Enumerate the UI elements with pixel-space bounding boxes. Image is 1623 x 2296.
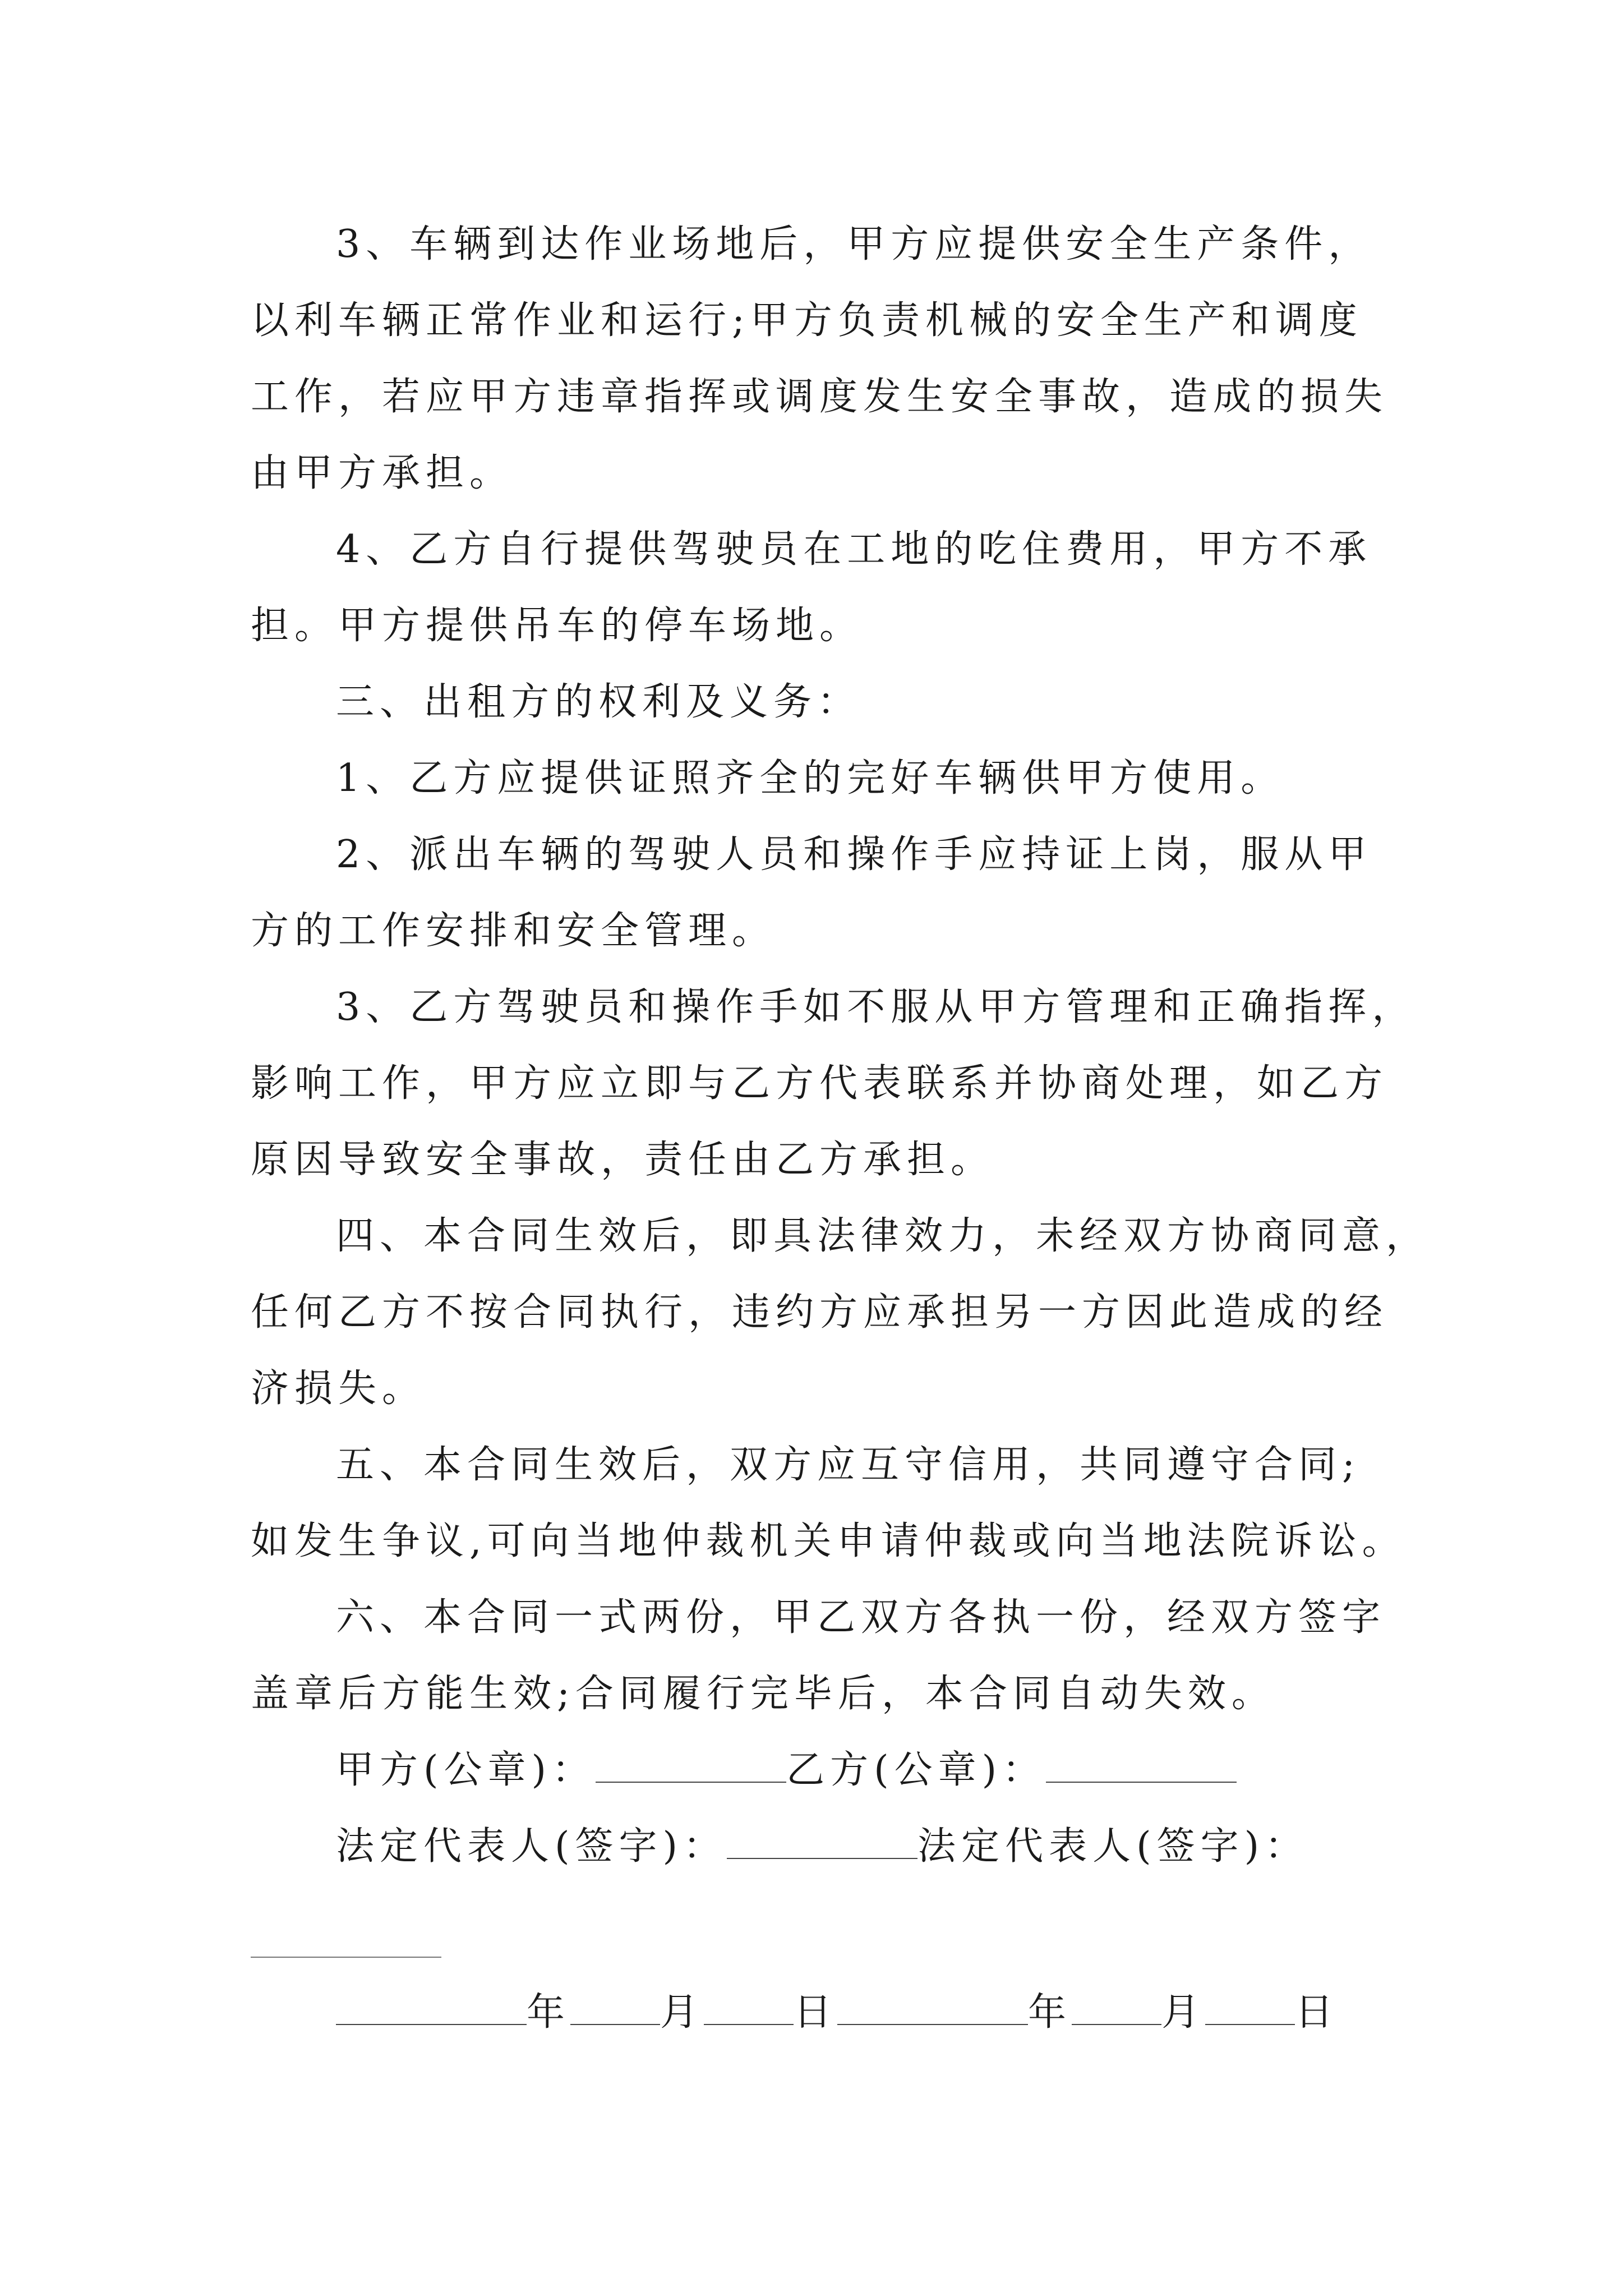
month-b-label: 月 [1161,1990,1206,2035]
text-line: 由甲方承担。 [251,451,514,495]
month-a-label: 月 [660,1990,704,2035]
text-line: 如发生争议,可向当地仲裁机关申请仲裁或向当地法院诉讼。 [251,1519,1406,1563]
paragraph-4 [251,740,1384,817]
paragraph-6 [251,969,1416,1198]
text-line: 盖章后方能生效;合同履行完毕后，本合同自动失效。 [251,1672,1275,1716]
day-a-label: 日 [794,1990,838,2035]
party-b-seal-blank [1046,1759,1237,1783]
text-line: 三、出租方的权利及义务： [336,680,861,724]
text-line: 工作，若应甲方违章指挥或调度发生安全事故，造成的损失 [251,375,1389,419]
text-line [251,1975,1384,2051]
paragraph-5 [251,817,1384,969]
year-a-blank [336,2001,527,2025]
date-row [251,1975,1384,2051]
year-a-label: 年 [527,1990,571,2035]
text-line: 六、本合同一式两份，甲乙双方各执一份，经双方签字 [336,1595,1386,1640]
text-line: 1、乙方应提供证照齐全的完好车辆供甲方使用。 [336,756,1285,800]
month-b-blank [1072,2001,1161,2025]
year-b-blank [837,2001,1028,2025]
party-b-seal-label: 乙方(公章)： [786,1748,1046,1792]
legal-rep-a-blank [727,1835,917,1859]
text-line: 任何乙方不按合同执行，违约方应承担另一方因此造成的经 [251,1290,1389,1335]
text-line: 原因导致安全事故，责任由乙方承担。 [251,1138,995,1182]
text-line: 3、乙方驾驶员和操作手如不服从甲方管理和正确指挥， [336,985,1416,1029]
legal-rep-b-label: 法定代表人(签字)： [917,1824,1309,1869]
day-a-blank [704,2001,794,2025]
paragraph-8 [251,1427,1406,1580]
signature-rep-row [251,1809,1384,1885]
text-line [251,1732,1384,1809]
text-line: 3、车辆到达作业场地后，甲方应提供安全生产条件， [336,222,1372,266]
paragraph-1 [251,206,1389,512]
day-b-blank [1205,2001,1295,2025]
section-heading-3 [251,664,1384,740]
day-b-label: 日 [1295,1990,1339,2035]
text-line: 以利车辆正常作业和运行;甲方负责机械的安全生产和调度 [251,298,1363,343]
text-line: 方的工作安排和安全管理。 [251,909,776,953]
paragraph-7 [251,1198,1430,1427]
text-line: 四、本合同生效后，即具法律效力，未经双方协商同意， [336,1214,1430,1258]
party-a-seal-blank [596,1759,786,1783]
party-a-seal-label: 甲方(公章)： [336,1748,596,1792]
paragraph-9 [251,1580,1384,1732]
text-line: 4、乙方自行提供驾驶员在工地的吃住费用，甲方不承 [336,527,1372,572]
text-line: 济损失。 [251,1366,426,1411]
legal-rep-a-label: 法定代表人(签字)： [336,1824,727,1869]
text-line: 五、本合同生效后，双方应互守信用，共同遵守合同; [336,1443,1361,1487]
year-b-label: 年 [1028,1990,1072,2035]
signature-seal-row [251,1732,1384,1809]
legal-rep-b-blank [251,1957,441,1958]
paragraph-2 [251,512,1384,664]
month-a-blank [570,2001,660,2025]
text-line: 影响工作，甲方应立即与乙方代表联系并协商处理，如乙方 [251,1061,1389,1106]
text-line: 2、派出车辆的驾驶人员和操作手应持证上岗，服从甲 [336,832,1372,877]
text-line: 担。甲方提供吊车的停车场地。 [251,604,864,648]
text-line [251,1809,1384,1885]
